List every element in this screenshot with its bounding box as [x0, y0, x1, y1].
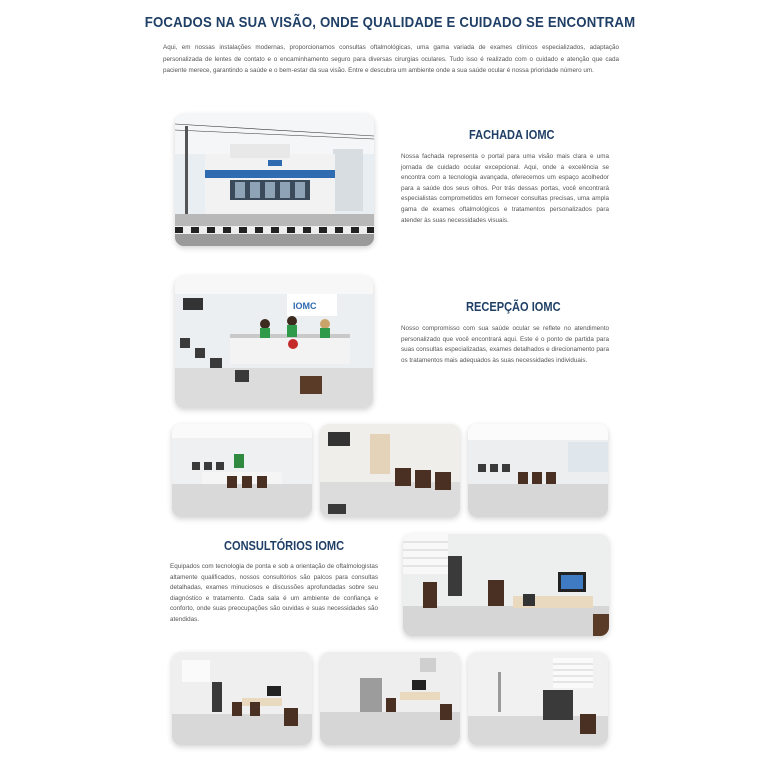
section-title-fachada: FACHADA IOMC — [469, 127, 555, 142]
consulting-gallery-photo-1 — [172, 652, 312, 745]
reception-photo — [175, 276, 373, 408]
section-text-recepcao: Nosso compromisso com sua saúde ocular se reflete no atendimento personalizado que você encontrará aqui. Este é o ponto de partida para suas consultas especializadas, exames detalhados e direcionamento para os tratamentos mais adequados às suas necessidades individuais. — [401, 325, 609, 364]
reception-gallery-photo-3 — [468, 424, 608, 517]
reception-gallery-photo-2 — [320, 424, 460, 517]
consulting-gallery-photo-3 — [468, 652, 608, 745]
iomc-logo-text: IOMC — [293, 301, 317, 311]
section-title-recepcao: RECEPÇÃO IOMC — [466, 299, 561, 314]
intro-paragraph: Aqui, em nossas instalações modernas, proporcionamos consultas oftalmológicas, uma gama variada de exames clínicos especializados, adaptação personalizada de lentes de contato e o encaminhamento seguro para diversas cirurgias oculares. Tudo isso é realizado com o cuidado e atenção que cada paciente merece, garantindo a saúde e o bem-estar da sua visão. Entre e descubra um ambiente onde a sua saúde ocular é nossa prioridade número um. — [163, 44, 619, 74]
section-text-consultorios: Equipados com tecnologia de ponta e sob a orientação de oftalmologistas altamente qualificados, nossos consultórios são palcos para consultas detalhadas, exames minuciosos e discussões aprofundadas sobre seu diagnóstico e tratamento. Cada sala é um ambiente de confiança e conforto, onde suas preocupações são ouvidas e suas necessidades são atendidas. — [170, 563, 378, 623]
consulting-gallery-photo-2 — [320, 652, 460, 745]
page-title: FOCADOS NA SUA VISÃO, ONDE QUALIDADE E CUIDADO SE ENCONTRAM — [144, 14, 636, 31]
section-text-fachada: Nossa fachada representa o portal para uma visão mais clara e uma jornada de cuidado ocular excepcional. Aqui, onde a excelência se encontra com a tecnologia avançada, oferecemos um espaço acolhedor para a saúde dos seus olhos. Por trás dessas portas, você encontrará especialistas comprometidos em fornecer consultas precisas, uma ampla gama de exames oftalmológicos e tratamentos personalizados para atender às suas necessidades visuais. — [401, 153, 609, 224]
facade-photo — [175, 114, 374, 246]
reception-gallery-photo-1 — [172, 424, 312, 517]
consulting-room-photo — [403, 534, 609, 636]
section-title-consultorios: CONSULTÓRIOS IOMC — [224, 538, 345, 553]
